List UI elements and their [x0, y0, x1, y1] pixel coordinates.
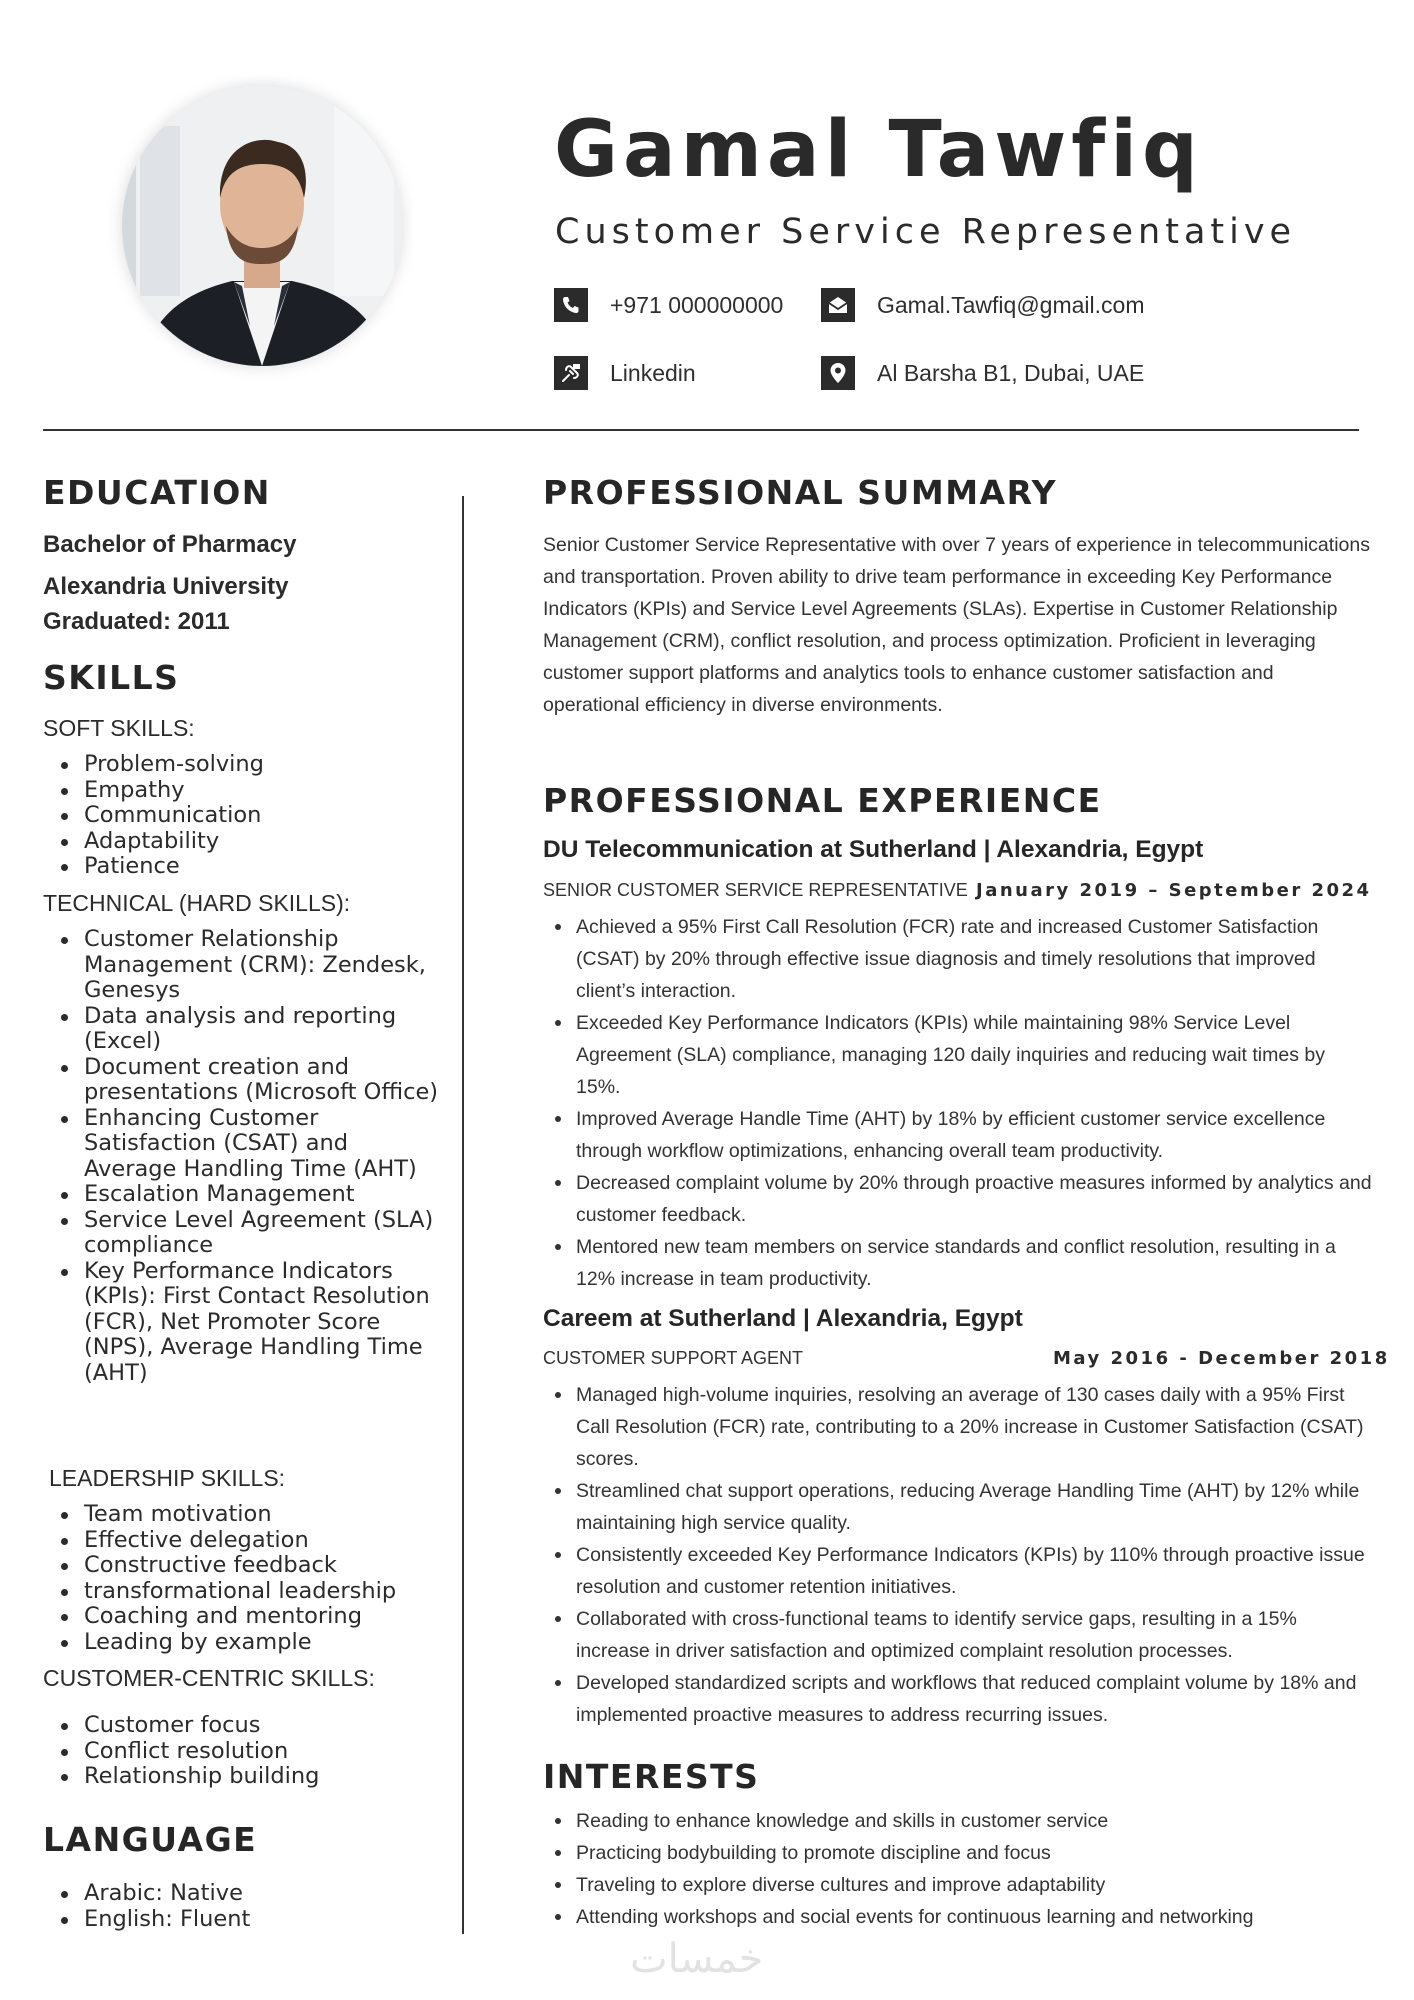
location-pin-icon — [821, 356, 855, 390]
job-2-bullets — [543, 1379, 1373, 1731]
header-divider — [43, 429, 1359, 431]
experience-heading: PROFESSIONAL EXPERIENCE — [543, 781, 1102, 820]
list-item: Leading by example — [84, 1630, 443, 1656]
job-1-bullets — [543, 911, 1373, 1295]
linkedin-text: Linkedin — [610, 359, 696, 386]
list-item: Managed high-volume inquiries, resolving an average of 130 cases daily with a 95% First Call Resolution (FCR) rate, contributing to a 20% increase in Customer Satisfaction (CSAT) scores. — [576, 1379, 1373, 1475]
list-item: Coaching and mentoring — [84, 1604, 443, 1630]
list-item: Data analysis and reporting (Excel) — [84, 1004, 443, 1055]
list-item: Service Level Agreement (SLA) compliance — [84, 1208, 443, 1259]
list-item: Empathy — [84, 778, 443, 804]
linkedin-icon — [554, 356, 588, 390]
list-item: Document creation and presentations (Microsoft Office) — [84, 1055, 443, 1106]
summary-heading: PROFESSIONAL SUMMARY — [543, 473, 1058, 512]
list-item: Team motivation — [84, 1502, 443, 1528]
list-item: Escalation Management — [84, 1182, 443, 1208]
contact-linkedin[interactable] — [554, 356, 696, 390]
email-text: Gamal.Tawfiq@gmail.com — [877, 291, 1145, 318]
job-1-dates: January 2019 – September 2024 — [976, 880, 1372, 901]
list-item: English: Fluent — [84, 1907, 443, 1933]
list-item: Reading to enhance knowledge and skills in customer service — [576, 1805, 1373, 1837]
list-item: Patience — [84, 854, 443, 880]
list-item: Developed standardized scripts and workflows that reduced complaint volume by 18% and implemented proactive measures to address recurring issues. — [576, 1667, 1373, 1731]
leadership-skills-label: LEADERSHIP SKILLS: — [49, 1465, 286, 1491]
profile-photo — [122, 86, 402, 366]
education-graduated: Graduated: 2011 — [43, 608, 230, 635]
list-item: Traveling to explore diverse cultures and improve adaptability — [576, 1869, 1373, 1901]
contact-email[interactable] — [821, 288, 1144, 322]
interests-heading: INTERESTS — [543, 1757, 760, 1796]
list-item: Exceeded Key Performance Indicators (KPIs) while maintaining 98% Service Level Agreement (SLA) compliance, managing 120 daily inquiries and reducing wait times by 15%. — [576, 1007, 1373, 1103]
address-text: Al Barsha B1, Dubai, UAE — [877, 359, 1145, 386]
education-degree: Bachelor of Pharmacy — [43, 531, 297, 558]
candidate-name: Gamal Tawfiq — [554, 105, 1203, 195]
list-item: Attending workshops and social events for continuous learning and networking — [576, 1901, 1373, 1933]
list-item: Decreased complaint volume by 20% through proactive measures informed by analytics and customer feedback. — [576, 1167, 1373, 1231]
list-item: Relationship building — [84, 1764, 443, 1790]
education-heading: EDUCATION — [43, 473, 271, 512]
language-list — [43, 1881, 443, 1932]
skills-heading: SKILLS — [43, 658, 180, 697]
watermark: خمسات — [630, 1936, 764, 1982]
list-item: Improved Average Handle Time (AHT) by 18% by efficient customer service excellence through workflow optimizations, enhancing overall team productivity. — [576, 1103, 1373, 1167]
list-item: Effective delegation — [84, 1528, 443, 1554]
technical-skills-label: TECHNICAL (HARD SKILLS): — [43, 890, 351, 916]
customer-skills-label: CUSTOMER-CENTRIC SKILLS: — [43, 1665, 375, 1691]
job-2-role: CUSTOMER SUPPORT AGENT — [543, 1348, 804, 1368]
list-item: Collaborated with cross-functional teams to identify service gaps, resulting in a 15% increase in driver satisfaction and optimized complaint resolution processes. — [576, 1603, 1373, 1667]
list-item: Enhancing Customer Satisfaction (CSAT) and Average Handling Time (AHT) — [84, 1106, 443, 1183]
list-item: Arabic: Native — [84, 1881, 443, 1907]
email-icon — [821, 288, 855, 322]
phone-text: +971 000000000 — [610, 291, 784, 318]
leadership-skills-list — [43, 1502, 443, 1655]
list-item: Problem-solving — [84, 752, 443, 778]
list-item: Customer focus — [84, 1713, 443, 1739]
education-school: Alexandria University — [43, 573, 289, 600]
customer-skills-list — [43, 1713, 443, 1790]
technical-skills-list — [43, 927, 443, 1386]
soft-skills-list — [43, 752, 443, 880]
job-1-company: DU Telecommunication at Sutherland | Alexandria, Egypt — [543, 836, 1204, 863]
language-heading: LANGUAGE — [43, 1820, 258, 1859]
job-2-dates: May 2016 - December 2018 — [1053, 1348, 1390, 1369]
list-item: Streamlined chat support operations, reducing Average Handling Time (AHT) by 12% while maintaining high service quality. — [576, 1475, 1373, 1539]
list-item: Practicing bodybuilding to promote discipline and focus — [576, 1837, 1373, 1869]
list-item: Constructive feedback — [84, 1553, 443, 1579]
list-item: Conflict resolution — [84, 1739, 443, 1765]
job-1-role: SENIOR CUSTOMER SERVICE REPRESENTATIVE — [543, 880, 968, 900]
contact-phone[interactable] — [554, 288, 783, 322]
column-divider — [462, 496, 464, 1934]
summary-text: Senior Customer Service Representative with over 7 years of experience in telecommunications and transportation. Proven ability to drive team performance in exceeding Key Performance Indicators (KPIs) and Service Level Agreements (SLAs). Expertise in Customer Relationship Management (CRM), conflict resolution, and process optimization. Proficient in leveraging customer support platforms and analytics tools to enhance customer satisfaction and operational efficiency in diverse environments. — [543, 534, 1370, 716]
list-item: Communication — [84, 803, 443, 829]
list-item: Consistently exceeded Key Performance Indicators (KPIs) by 110% through proactive issue resolution and customer retention initiatives. — [576, 1539, 1373, 1603]
list-item: Key Performance Indicators (KPIs): First Contact Resolution (FCR), Net Promoter Score (NPS), Average Handling Time (AHT) — [84, 1259, 443, 1387]
list-item: transformational leadership — [84, 1579, 443, 1605]
job-2-company: Careem at Sutherland | Alexandria, Egypt — [543, 1305, 1023, 1332]
job-title: Customer Service Representative — [555, 212, 1297, 252]
contact-address — [821, 356, 1144, 390]
list-item: Mentored new team members on service standards and conflict resolution, resulting in a 12% increase in team productivity. — [576, 1231, 1373, 1295]
interests-list — [543, 1805, 1373, 1933]
phone-icon — [554, 288, 588, 322]
list-item: Customer Relationship Management (CRM): Zendesk, Genesys — [84, 927, 443, 1004]
list-item: Achieved a 95% First Call Resolution (FCR) rate and increased Customer Satisfaction (CSAT) by 20% through effective issue diagnosis and timely resolutions that improved client’s interaction. — [576, 911, 1373, 1007]
list-item: Adaptability — [84, 829, 443, 855]
soft-skills-label: SOFT SKILLS: — [43, 715, 195, 741]
